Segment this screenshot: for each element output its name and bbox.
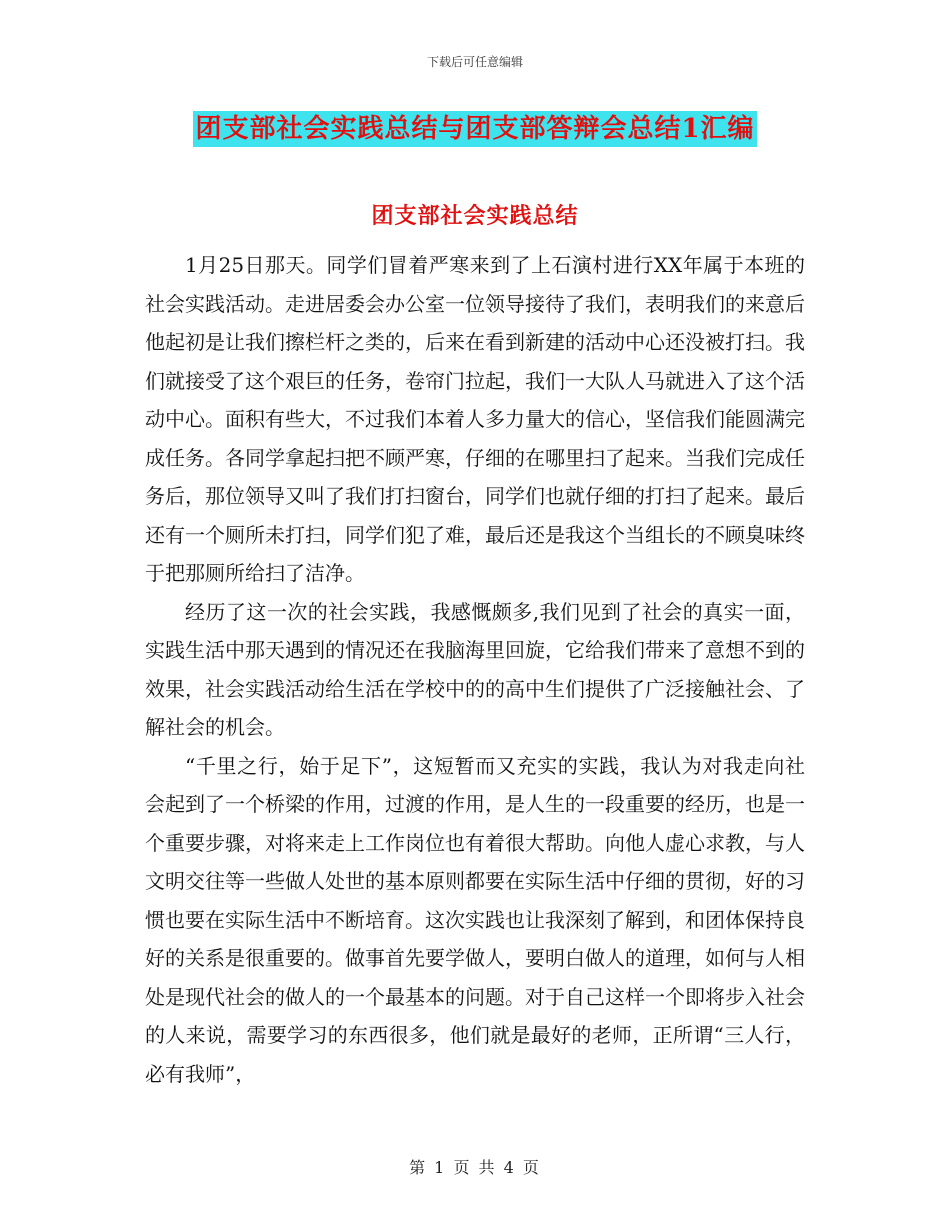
main-title-container	[0, 111, 950, 147]
paragraph: 1月25日那天。同学们冒着严寒来到了上石演村进行XX年属于本班的社会实践活动。走进居委会办公室一位领导接待了我们，表明我们的来意后他起初是让我们擦栏杆之类的，后来在看到新建的活动中心还没被打扫。我们就接受了这个艰巨的任务，卷帘门拉起，我们一大队人马就进入了这个活动中心。面积有些大，不过我们本着人多力量大的信心，坚信我们能圆满完成任务。各同学拿起扫把不顾严寒，仔细的在哪里扫了起来。当我们完成任务后，那位领导又叫了我们打扫窗台，同学们也就仔细的打扫了起来。最后还有一个厕所未打扫，同学们犯了难，最后还是我这个当组长的不顾臭味终于把那厕所给扫了洁净。	[145, 253, 805, 585]
document-body	[145, 246, 805, 1093]
paragraph: “千里之行，始于足下”，这短暂而又充实的实践，我认为对我走向社会起到了一个桥梁的作用，过渡的作用，是人生的一段重要的经历，也是一个重要步骤，对将来走上工作岗位也有着很大帮助。向他人虚心求教，与人文明交往等一些做人处世的基本原则都要在实际生活中仔细的贯彻，好的习惯也要在实际生活中不断培育。这次实践也让我深刻了解到，和团体保持良好的关系是很重要的。做事首先要学做人，要明白做人的道理，如何与人相处是现代社会的做人的一个最基本的问题。对于自己这样一个即将步入社会的人来说，需要学习的东西很多，他们就是最好的老师，正所谓“三人行，必有我师”，	[145, 753, 805, 1086]
header-note: 下载后可任意编辑	[426, 55, 523, 69]
section-title: 团支部社会实践总结	[371, 203, 579, 229]
page-number-footer: 第 1 页 共 4 页	[409, 1158, 541, 1177]
paragraph: 经历了这一次的社会实践，我感慨颇多,我们见到了社会的真实一面，实践生活中那天遇到的情况还在我脑海里回旋，它给我们带来了意想不到的效果，社会实践活动给生活在学校中的的高中生们提供了广泛接触社会、了解社会的机会。	[145, 599, 805, 739]
main-title: 团支部社会实践总结与团支部答辩会总结1汇编	[193, 111, 756, 147]
